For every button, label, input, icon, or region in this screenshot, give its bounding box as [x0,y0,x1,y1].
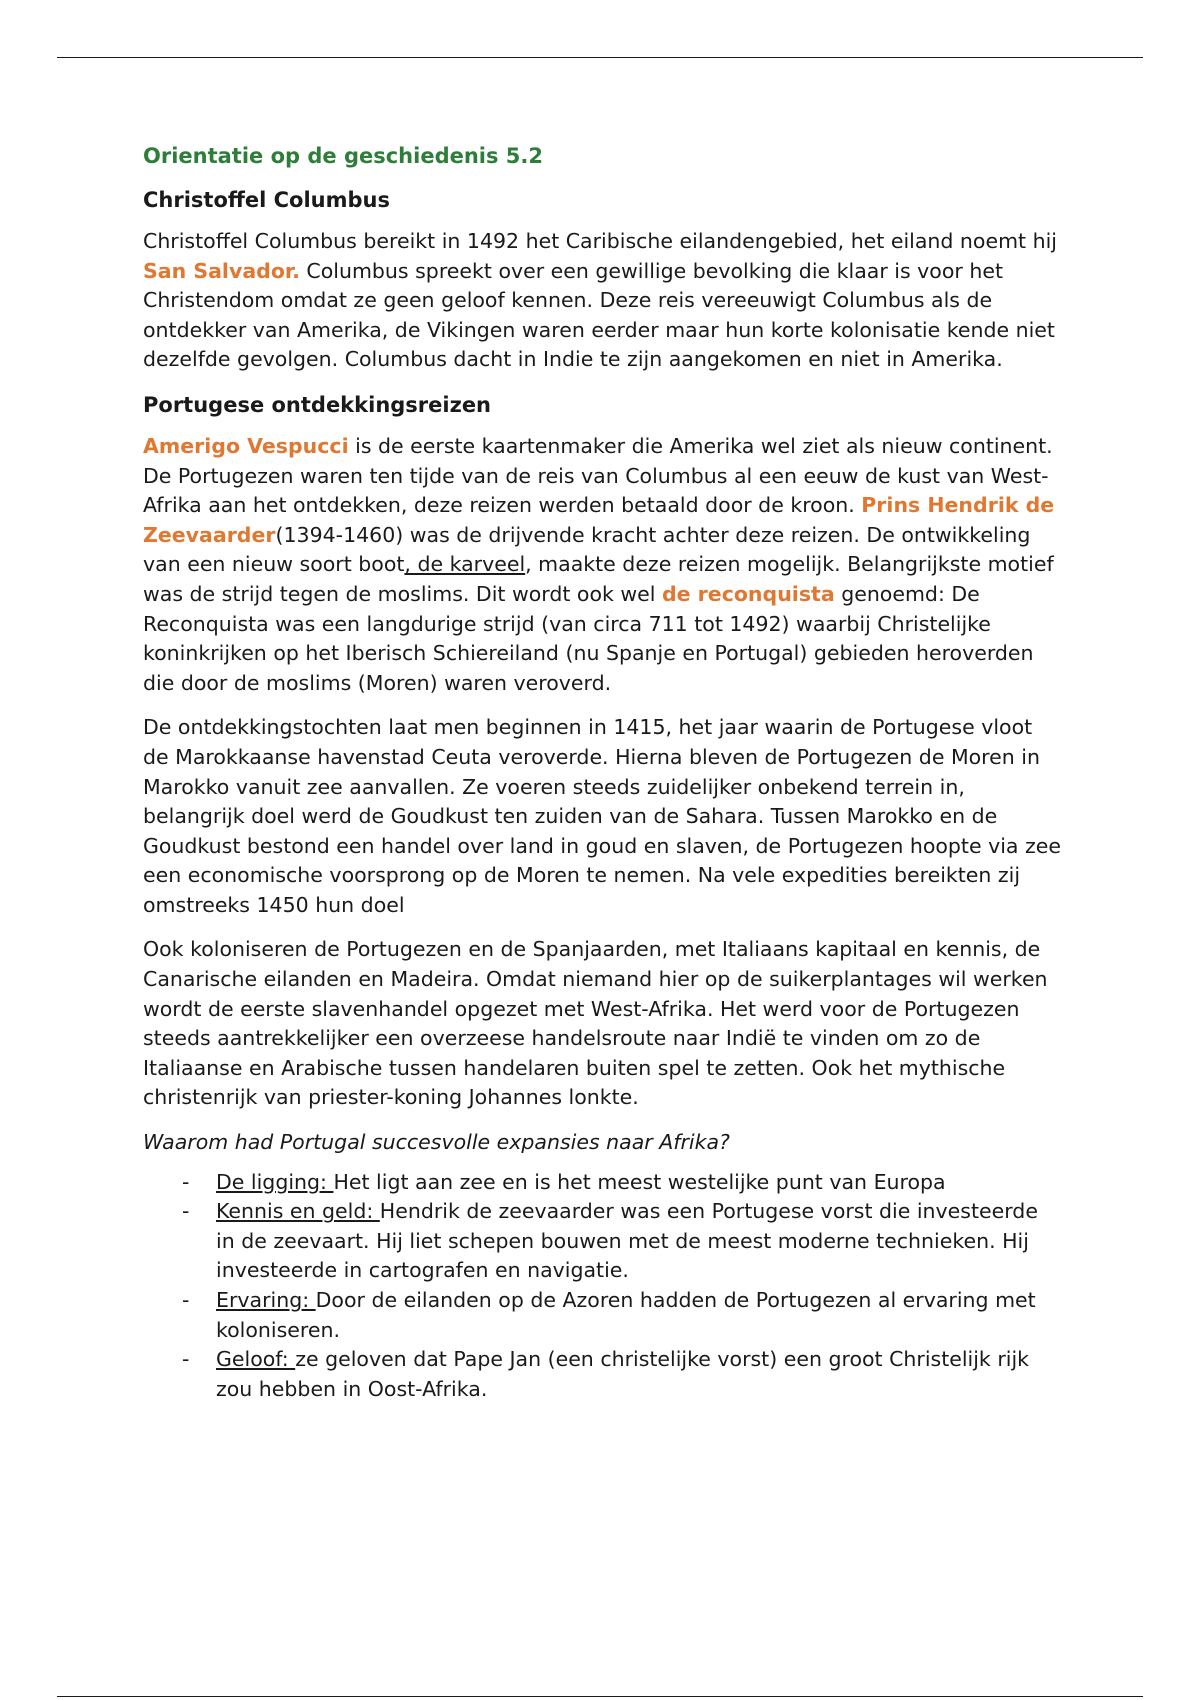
dash-bullet: - [182,1288,190,1312]
header-rule [57,57,1143,58]
dash-bullet: - [182,1169,190,1194]
heading-portugese-ontdekkingsreizen: Portugese ontdekkingsreizen [143,392,492,417]
reason-text: Door de eilanden op de Azoren hadden de Portugezen al ervaring met koloniseren. [216,1288,1036,1342]
highlight-prins-hendrik: Prins Hendrik de Zeevaarder [143,493,1055,547]
document-title: Orientatie op de geschiedenis 5.2 [143,144,544,168]
list-item [182,1286,1063,1345]
paragraph-ontdekkingstochten: De ontdekkingstochten laat men beginnen in 1415, het jaar waarin de Portugese vloot de Marokkaanse havenstad Ceuta veroverde. Hierna bleven de Portugezen de Moren in Marokko vanuit zee aanvallen. Ze voeren steeds zuidelijker onbekend terrein in, belangrijk doel werd de Goudkust ten zuiden van de Sahara. Tussen Marokko en de Goudkust bestond een handel over land in goud en slaven, de Portugezen hoopte via zee een economische voorsprong op de Moren te nemen. Na vele expedities bereikten zij omstreeks 1450 hun doel [143,715,1061,917]
reason-text: Het ligt aan zee en is het meest westelijke punt van Europa [333,1169,946,1194]
footer-rule [57,1696,1143,1697]
heading-columbus: Christoffel Columbus [143,188,390,212]
reason-label: De ligging: [216,1169,334,1194]
question: Waarom had Portugal succesvolle expansies naar Afrika? [143,1130,730,1155]
paragraph-koloniseren: Ook koloniseren de Portugezen en de Spanjaarden, met Italiaans kapitaal en kennis, de Canarische eilanden en Madeira. Omdat niemand hier op de suikerplantages wil werken wordt de eerste slavenhandel opgezet met West-Afrika. Het werd voor de Portugezen steeds aantrekkelijker een overzeese handelsroute naar Indië te vinden om zo de Italiaanse en Arabische tussen handelaren buiten spel te zetten. Ook het mythische christenrijk van priester-koning Johannes lonkte. [143,937,1048,1110]
underlined-karveel: , de karveel [404,552,526,577]
reason-label: Ervaring: [216,1288,316,1312]
reasons-list [143,1168,1063,1405]
highlight-san-salvador: San Salvador. [143,258,300,283]
reason-label: Geloof: [216,1347,296,1372]
highlight-reconquista: de reconquista [661,581,835,606]
reason-label: Kennis en geld: [216,1199,380,1224]
dash-bullet: - [182,1347,190,1372]
list-item [182,1345,1063,1404]
reason-text: Hendrik de zeevaarder was een Portugese vorst die investeerde in de zeevaart. Hij liet schepen bouwen met de meest moderne technieken. Hij investeerde in cartografen en navigatie. [216,1199,1038,1283]
document-body [143,142,1063,1404]
paragraph-vespucci: Amerigo Vespucci is de eerste kaartenmaker die Amerika wel ziet als nieuw continent. De Portugezen waren ten tijde van de reis van Columbus al een eeuw de kust van West-Afrika aan het ontdekken, deze reizen werden betaald door de kroon. Prins Hendrik de Zeevaarder(1394-1460) was de drijvende kracht achter deze reizen. De ontwikkeling van een nieuw soort boot, de karveel, maakte deze reizen mogelijk. Belangrijkste motief was de strijd tegen de moslims. Dit wordt ook wel de reconquista genoemd: De Reconquista was een langdurige strijd (van circa 711 tot 1492) waarbij Christelijke koninkrijken op het Iberisch Schiereiland (nu Spanje en Portugal) gebieden heroverden die door de moslims (Moren) waren veroverd. [143,433,1055,695]
list-item [182,1168,1063,1198]
list-item [182,1197,1063,1286]
dash-bullet: - [182,1199,190,1224]
paragraph-columbus: Christoffel Columbus bereikt in 1492 het Caribische eilandengebied, het eiland noemt hij San Salvador. Columbus spreekt over een gewillige bevolking die klaar is voor het Christendom omdat ze geen geloof kennen. Deze reis vereeuwigt Columbus als de ontdekker van Amerika, de Vikingen waren eerder maar hun korte kolonisatie kende niet dezelfde gevolgen. Columbus dacht in Indie te zijn aangekomen en niet in Amerika. [143,229,1057,372]
highlight-amerigo-vespucci: Amerigo Vespucci [143,433,349,458]
reason-text: ze geloven dat Pape Jan (een christelijke vorst) een groot Christelijk rijk zou hebben in Oost-Afrika. [216,1347,1030,1401]
